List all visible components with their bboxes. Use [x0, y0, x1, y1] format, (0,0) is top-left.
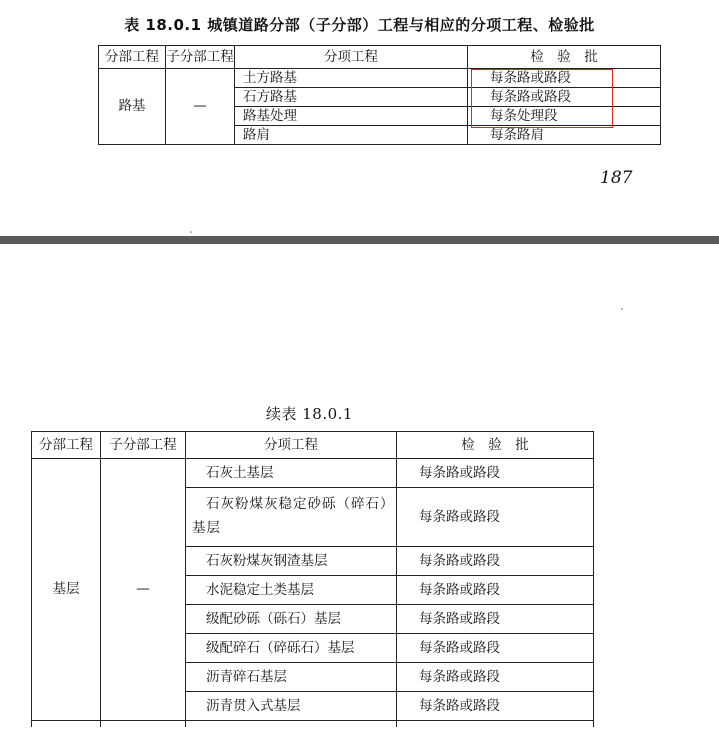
- item-name: 路肩: [235, 126, 468, 145]
- header-subdivision: 子分部工程: [166, 46, 235, 69]
- item-name: 水泥稳定土类基层: [186, 576, 397, 605]
- item-name: 石方路基: [235, 88, 468, 107]
- header-division: 分部工程: [99, 46, 166, 69]
- header-item: 分项工程: [235, 46, 468, 69]
- subdivision-name: —: [166, 69, 235, 145]
- header-batch: 检 验 批: [397, 432, 594, 459]
- item-name: 沥青贯入式基层: [186, 692, 397, 721]
- item-name: 路基处理: [235, 107, 468, 126]
- header-division: 分部工程: [32, 432, 101, 459]
- table-header-row: [32, 432, 594, 459]
- table-title: 表 18.0.1 城镇道路分部（子分部）工程与相应的分项工程、检验批: [124, 16, 595, 34]
- batch-name: 每条路或路段: [397, 663, 594, 692]
- continued-table-title: 续表 18.0.1: [266, 405, 353, 423]
- item-name: 石灰土基层: [186, 459, 397, 488]
- header-batch: 检 验 批: [468, 46, 661, 69]
- continued-table: [31, 431, 594, 727]
- item-name: 石灰粉煤灰稳定砂砾（碎石）基层: [186, 488, 397, 547]
- table-row: [32, 459, 594, 488]
- batch-name: 每条路或路段: [397, 547, 594, 576]
- division-name: 路基: [99, 69, 166, 145]
- header-item: 分项工程: [186, 432, 397, 459]
- item-name: 石灰粉煤灰钢渣基层: [186, 547, 397, 576]
- batch-name: 每条路或路段: [397, 576, 594, 605]
- scan-speck: [190, 231, 192, 233]
- batch-name: 每条路肩: [468, 126, 661, 145]
- header-subdivision: 子分部工程: [101, 432, 186, 459]
- table-row-cutoff: [32, 721, 594, 728]
- division-name: 基层: [32, 459, 101, 721]
- scan-speck: [621, 308, 623, 310]
- page-separator: [0, 236, 719, 244]
- item-name: 级配碎石（碎砾石）基层: [186, 634, 397, 663]
- page-number: 187: [600, 168, 633, 188]
- batch-name: 每条路或路段: [468, 69, 661, 88]
- table-header-row: [99, 46, 661, 69]
- highlight-box: [471, 69, 613, 128]
- batch-name: 每条处理段: [468, 107, 661, 126]
- batch-name: 每条路或路段: [397, 634, 594, 663]
- item-name: 级配砂砾（砾石）基层: [186, 605, 397, 634]
- item-name: 沥青碎石基层: [186, 663, 397, 692]
- batch-name: 每条路或路段: [397, 488, 594, 547]
- item-name: 土方路基: [235, 69, 468, 88]
- batch-name: 每条路或路段: [397, 605, 594, 634]
- batch-name: 每条路或路段: [468, 88, 661, 107]
- batch-name: 每条路或路段: [397, 459, 594, 488]
- batch-name: 每条路或路段: [397, 692, 594, 721]
- subdivision-name: —: [101, 459, 186, 721]
